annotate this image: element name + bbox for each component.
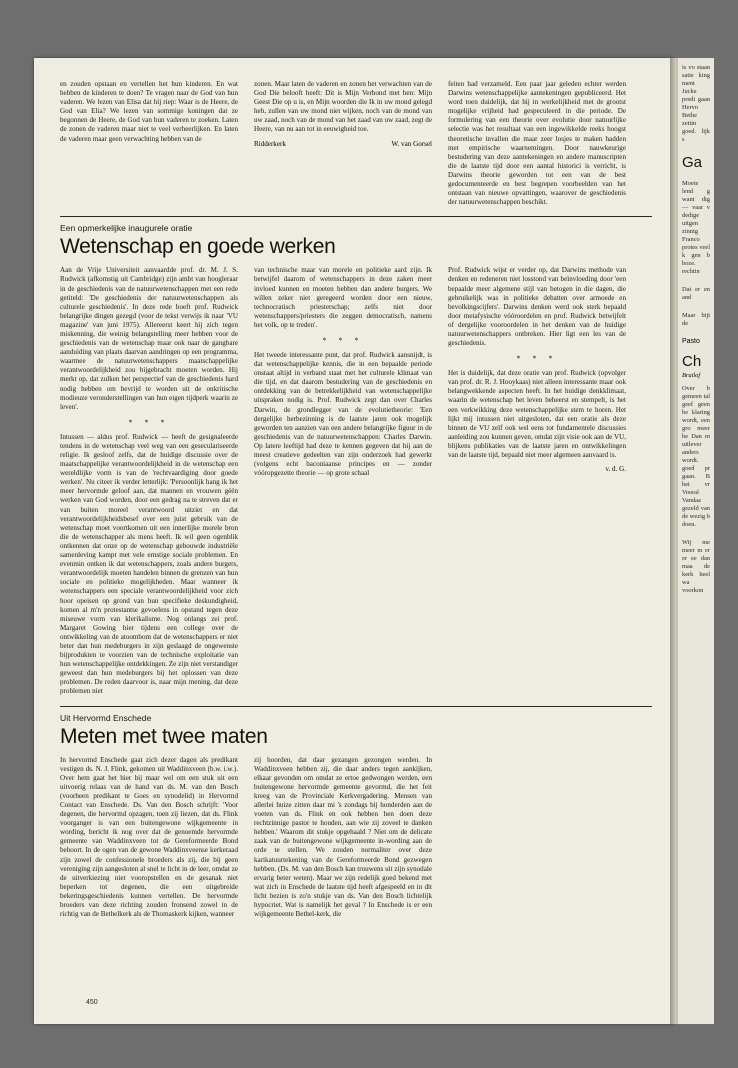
top-continuation-section xyxy=(60,80,652,207)
magazine-page-left xyxy=(34,58,674,1024)
article1-kicker: Een opmerkelijke inaugurele oratie xyxy=(60,223,193,234)
page-number: 450 xyxy=(86,999,98,1006)
section-divider-1 xyxy=(60,216,652,217)
article2-kicker: Uit Hervormd Enschede xyxy=(60,712,152,723)
right-headline-2: Ch xyxy=(682,353,702,370)
right-headline-1: Ga xyxy=(682,154,703,171)
article1-signature: v. d. G. xyxy=(605,465,626,474)
article2-col2-text: zij hoorden, dat daar gezangen gezongen werden. In Waddinxveen hebben zij, die daar anders tegen aankijken, elkaar gevonden om omdat ze ertoe gedwongen werden, een buitengewone hervormde gemeente gevormd, die het feit kreeg van de Provinciale Kerkvergadering. Mensen van allerlei huize zitten daar mi 's zondags bij honderden aan de voeten van ds. Flink en ook hebben hen doen deze rechtzinnige pastor te houden, aan wie zij zoveel te danken hebben.' Waarom dit stukje opgehaald ? Niet om de delicate zaak van de buitengewone wijkgemeente in-wording aan de orde te stellen. We zouden normaliter over deze karikatuurtekening van de Gereformeerde Bond gezwegen hebben. (Ds. M. van den Bosch kan trouwens uit zijn synodale ervarig beter weten). Maar we zijn redelijk goed bekend met wat zich in Enschede de laatste tijd heeft afgespeeld en in dit licht bezien is zo'n stukje van ds. Van den Bosch lichtelijk hypocriet. Wat is namelijk het geval ? In Enschede is er een wijkgemeente Bethel-kerk, die xyxy=(254,755,432,919)
article1-col1-b: Intussen — aldus prof. Rudwick — heeft de gesignaleerde tendens in de wetenschap veel weg van een geseculariseerde religie. Ik gesloof zelfs, dat de huidige discussie over de maatschappelijke verantwoordelijkheid in de wetenschap een wereldlijke vorm is van de 'rechtvaardiging door goede werken'. Nu citeer ik verder letterlijk: 'Persoonlijk hang ik het meer hervormde geloof aan, dat mannen en vrouwen géén werken van God worden, door een gedrag na te streven dat er van buiten moreel verantwoord uitziet en dat verantwoordelijkheidsbesef over een juist gebruik van de wetenschap moet voortkomen uit een innerlijke morele bron die de wetenschapper als mens heeft. Ik wil geen ogenblik ontkennen dat onze op de wetenschap gebouwde industriële samenleving kampt met vele ernstige sociale problemen. En evenmin ontken ik dat wetenschappers, zoals andere burgers, verantwoordelijk moeten handelen binnen de grenzen van hun sociale en politieke mogelijkheden. Maar wanneer ik wetenschappers een speciale verantwoordelijkheid voor zich hoor opeisen op grond van hun specifieke deskundigheid, komen al m'n protestantse gevoelens in opstand tegen deze miseuwe vorm van klerikalisme. Nog onlangs zei prof. Margaret Gowing hier tijdens een college over de ontwikkeling van de atoombom dat de wetenschappers er niet beter dan hun medeburgers in zijn geslaagd de ongewenste bijprodukten te voorzien van de technische exploitatie van hun wetenschappelijke ontdekkingen. Ze zijn niet verstandiger geweest dan hun medeburgers bij het oplossen van deze problemen. De reden daarvoor is, naar mijn mening, dat deze problemen niet xyxy=(60,432,238,696)
section-divider-2 xyxy=(60,706,652,707)
top-col-3-text: feiten had verzameld. Een paar jaar geleden echter werden Darwins wetenschappelijke aantekeningen gepubliceerd. Het word toen duidelijk, dat hij in werkelijkheid met de grootst mogelijke vrijheid had gespeculeerd in die periode. De formulering van een theorie over evolutie door natuurlijke selectie was het resultaat van een ingewikkelde reeks hoogst theoretische invallen die maar zeer losjes te maken hadden met empirische waarnemingen. Door nauwkeurige bestudering van deze aantekeningen en andere manuscripten die de laatste tijd door een aantal historici is verricht, is Darwins theorie geworden tot een van de best gedocumenteerde en best begrepen voorbeelden van het ontstaan van nieuwe opvattingen, waarover de geschiedenis der natuurwetenschappen beschikt. xyxy=(448,80,626,207)
top-col-2-text: zonen. Maar laten de vaderen en zonen het verwachten van de God Die belooft heeft: Dit is Mijn Verbond met hen: Mijn Geest Die op u is, en Mijn woorden die Ik in uw mond gelegd heb, zullen van uw mond niet wijken, noch van de mond van uw zaad, noch van de mond van het zaad van uw zaad, zegt de Heere, van nu aan tot in eeuwigheid toe. xyxy=(254,80,432,134)
right-kicker-2: Pasto xyxy=(682,338,700,345)
right-block-5: Wij me meer m er er ee dan maa de kerk heel wa voorkon xyxy=(682,539,710,594)
right-block-4: Over b gemeen tal geef geen be klaring wordt, een gro meer he Dan m uitlever anders wordt. goed pr gaan. B het vr Vooral Vandaa gezeld van de wezig b doen. xyxy=(682,385,710,528)
article1-col3-separator: * * * xyxy=(516,354,558,364)
article2-col1-text: In hervormd Enschede gaat zich dezer dagen als predikant vestigen ds. N. J. Flink, gekomen uit Waddinxveen (b.w. i.w.). Over hem gaat het hier bij maar wel om een stuk uit een uitvoerig relaas van de hand van ds. M. van den Bosch (voorheen predikant te Goes en synodelid) in Hervormd Contact van Enschede. Ds. Van den Bosch schrijft: 'Voor degenen, die hervormd opzagen, toen zij liezen, dat ds. Flink voorganger is van een buitengewone wijkgemeente in wording, bericht ik nog over dat de genoemde hervormde gemeente van Waddinxveen tot de Gereformeerde Bond behoort. In de ogen van de gewone Waddinxveense kerkeraad zijn zowel de confessionele broeders als zij, die bij geen vereniging zijn aangesloten al snel te licht in de leer, omdat ze de uitverkiezing niet vooropstellen en de gesanak niet beperken tot degenen, die een uitgebreide bekeringsgeschiedenis kunnen vertellen. De hervormde broeders van deze richting zouden fronsend zowel in de richtig van de Bethelkerk als de Thomaskerk kijken, wanneer xyxy=(60,755,238,919)
article-wetenschap xyxy=(60,223,652,696)
article1-col1-separator: * * * xyxy=(128,417,170,427)
article-meten-met-twee-maten xyxy=(60,713,652,920)
magazine-page-right-partial xyxy=(678,58,714,1024)
right-subhead-2: Bruilof xyxy=(682,372,701,379)
signature-place: Ridderkerk xyxy=(254,139,286,148)
right-block-2: Dat er en and xyxy=(682,286,710,301)
right-block-3: Maar bijt de xyxy=(682,312,710,327)
right-block-1: Moete lend g want dig — vaar v dedige uitgen zinnig Franco protes veel k gen b boze. rechtin xyxy=(682,180,710,275)
article1-col2-separator: * * * xyxy=(322,335,364,345)
top-col-1-text: en zouden opstaan en vertellen het hun kinderen. En wat hebben de kinderen te doen? Te vragen naar de God van hun vaderen. We lezen van Elisa dat hij riep: Waar is de Heere, de God van Elia? We lezen van sommige koningen dat ze begonnen de Heere, de God van hun vaderen te zoeken. Laten de zonen de vaderen maar niet te veel verheerlijken. En laten de vaderen maar geen verwachting hebben van de xyxy=(60,80,238,143)
article1-col3-a: Prof. Rudwick wijst er verder op, dat Darwins methode van denken en redeneren niet losstond van beïnvloeding door 'een bepaalde meer algemene stijl van betogen in die dagen, die gebruikelijk was in politieke debatten over armoede en bevolkingscijfers'. Darwins denken werd ook sterk bepaald door metafysische vóóroordelen en prof. Rudwick betwijfelt of dergelijke vooroordelen in het denken van de huidige natuurwetenschappers ontbreken. Hier ligt een les van de geschiedenis. xyxy=(448,266,626,348)
article1-col3-b: Het is duidelijk, dat deze oratie van prof. Rudwick (opvolger van prof. dr. R. J. Hooykaas) niet alleen interessante maar ook belangwekkende aspecten heeft. In het huidige denkklimaat, waarin de wetenschap het leven beheerst en stempelt, is het een verkwikking deze wetenschappelijke stem te horen. Het lijkt mij intussen niet uitgesloten, dat een oratie als deze binnen de VU zelf ook wel eens tot fundamentele discussies aanleiding zou kunnen geven, omdat zijn visie ook aan de VU, blijkens publikaties van de laatste jaren en ontwikkelingen van de laatste tijd, bepaald niet meer algemeen aanvaard is. xyxy=(448,369,626,459)
article1-col2-b: Het tweede interessante punt, dat prof. Rudwick aansnijdt, is dat wetenschappelijke kennis, die in een bepaalde periode onstaat altijd in verband staat met het culturele klimaat van die tijd, en dat daarom bestudering van de geschiedenis en ontdekking van de betrekkelijkheid van wetenschappelijke uitspraken nodig is. Prof. Rudwick zegt dan over Charles Darwin, de grondlegger van de evolutietheorie: 'Een dergelijke herbezinning is de laatste jaren ook mogelijk geworden ten aanzien van een andere belangrijke figuur in de geschiedenis van de natuurwetenschappen: Charles Darwin. Op latere leeftijd had deze te kennen gegeven dat hij aan de meest creatieve gedeelten van zijn onderzoek had gewerkt (volgens echt baconiaanse principes en — zonder vóóropgezette theorie — op grote schaal xyxy=(254,350,432,478)
article2-headline: Meten met twee maten xyxy=(60,724,268,748)
article1-headline: Wetenschap en goede werken xyxy=(60,235,336,259)
right-top-text: is vo staan satie king ment Jucke predi gaan Hervo Bethe zettin goed. lijk s xyxy=(682,64,710,143)
article1-col1-a: Aan de Vrije Universiteit aanvaardde prof. dr. M. J. S. Rudwick (afkomstig uit Cambridge) zijn ambt van hoogleraar in de geschiedenis van de natuurwetenschappen met een rede getiteld: 'De geschiedenis der natuurwetenschappen als culturele geschiedenis'. In deze rede hoeft prof. Rudwick belangrijke dingen gezegd (voor de tekst verwijs ik naar 'VU magazine' van juni 1975). Allereerst keert hij zich tegen miskenning, die weinig belangstelling meer hebben voor de geschiedenis van de wetenschap maar ook naar de gangbare aanduiding van plaats daarvan aandringen op een programma, waarmee de natuurwetenschappers maatschappelijke verantwoordelijkheid zou bijgebracht moeten worden. Hij merkt op, dat zulken het perspectief van de geschiedenis hard nodig hebben om bevrijd te worden uit de onkritische modieuze veronderstellingen van hun eigen tijdperk waarin ze leven'. xyxy=(60,266,238,411)
article1-col2-a: van technische maar van morele en politieke aard zijn. Ik betwijfel daarom of wetenschappers in deze zaken meer invloed kunnen en moeten hebben dan andere burgers. We willen zeker niet geregeerd worden door een nieuw, technocratisch priesterschap; zelfs niet door wetenschappers/priesters die zeggen democratisch, namens het volk, op te treden'. xyxy=(254,266,432,329)
signature-author: W. van Gorsel xyxy=(391,139,432,148)
